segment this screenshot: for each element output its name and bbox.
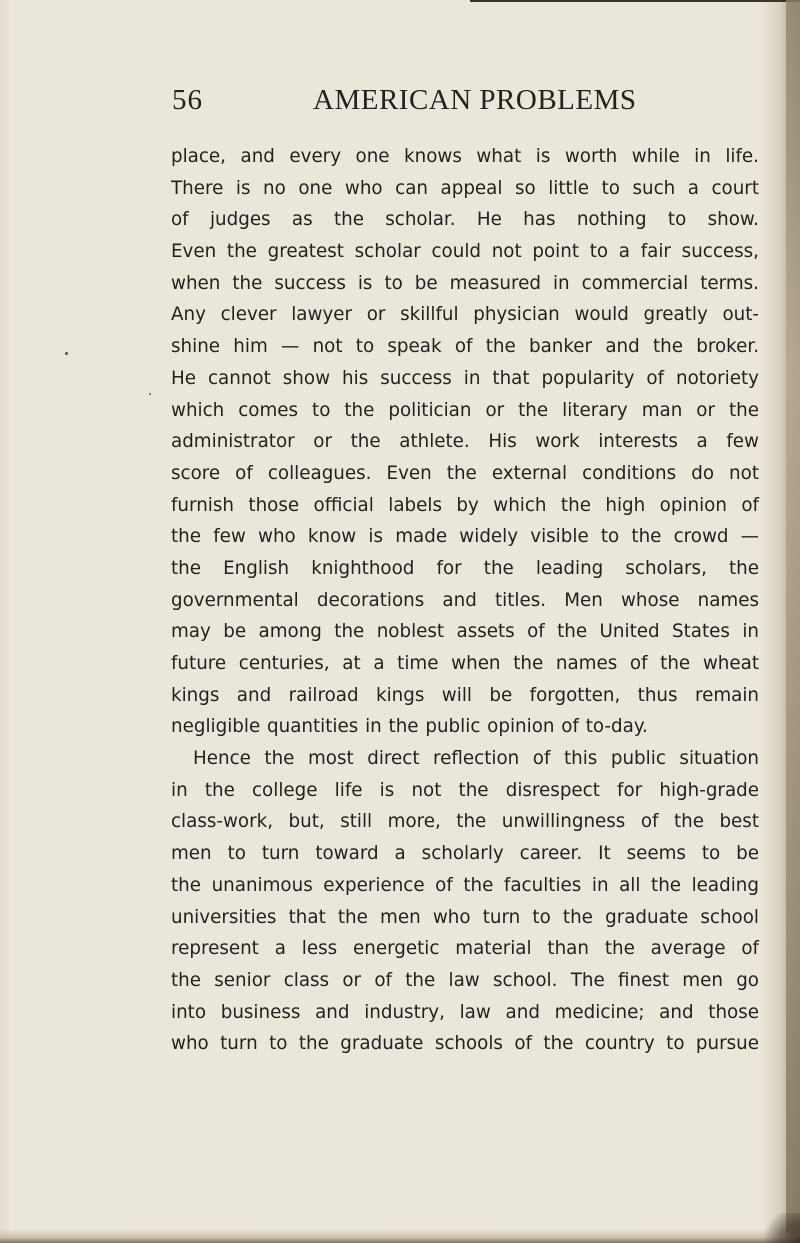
text-line: There is no one who can appeal so little to such a court [171,177,759,199]
page-number: 56 [172,84,203,116]
text-line: kings and railroad kings will be forgotten, thus remain [171,684,759,706]
text-line: place, and every one knows what is worth while in life. [171,146,759,167]
text-line: furnish those official labels by which the high opinion of [171,494,759,516]
text-line: score of colleagues. Even the external conditions do not [171,462,759,484]
text-line: governmental decorations and titles. Men whose names [171,589,759,611]
text-line: when the success is to be measured in commercial terms. [171,272,759,294]
text-line: the unanimous experience of the faculties in all the leading [171,874,759,896]
text-line: may be among the noblest assets of the United States in [171,621,759,643]
text-line: men to turn toward a scholarly career. It seems to be [171,843,759,865]
text-line: in the college life is not the disrespect for high-grade [171,779,759,801]
text-line: Even the greatest scholar could not point to a fair success, [171,241,759,263]
body-text [171,141,759,1060]
text-line: He cannot show his success in that popularity of notoriety [171,367,759,389]
paper-speck [65,352,68,355]
text-line: the English knighthood for the leading scholars, the [171,557,759,579]
text-line: the few who know is made widely visible to the crowd — [171,526,759,548]
book-title: AMERICAN PROBLEMS [313,84,637,116]
text-line: class-work, but, still more, the unwillingness of the best [171,811,759,833]
text-line: universities that the men who turn to the graduate school [171,906,759,928]
text-line: shine him — not to speak of the banker and the broker. [171,336,759,358]
running-header [0,84,800,124]
page-edge-shadow [786,0,800,1243]
text-line: into business and industry, law and medicine; and those [171,1001,759,1023]
text-line: future centuries, at a time when the names of the wheat [171,653,759,674]
text-line: represent a less energetic material than the average of [171,938,759,960]
text-line: Any clever lawyer or skillful physician would greatly out- [171,304,759,326]
text-line: who turn to the graduate schools of the country to pursue [171,1033,759,1055]
text-line: which comes to the politician or the literary man or the [171,399,759,421]
text-line: the senior class or of the law school. The finest men go [171,969,759,991]
text-line: negligible quantities in the public opinion of to-day. [171,716,648,738]
text-line: of judges as the scholar. He has nothing to show. [171,209,759,231]
text-line-indented: Hence the most direct reflection of this public situation [193,748,759,770]
page-bottom-edge [0,1229,800,1243]
text-line: administrator or the athlete. His work interests a few [171,431,759,453]
page-corner-shadow [760,1213,800,1243]
paper-speck [149,393,151,395]
top-edge-line [470,0,800,2]
